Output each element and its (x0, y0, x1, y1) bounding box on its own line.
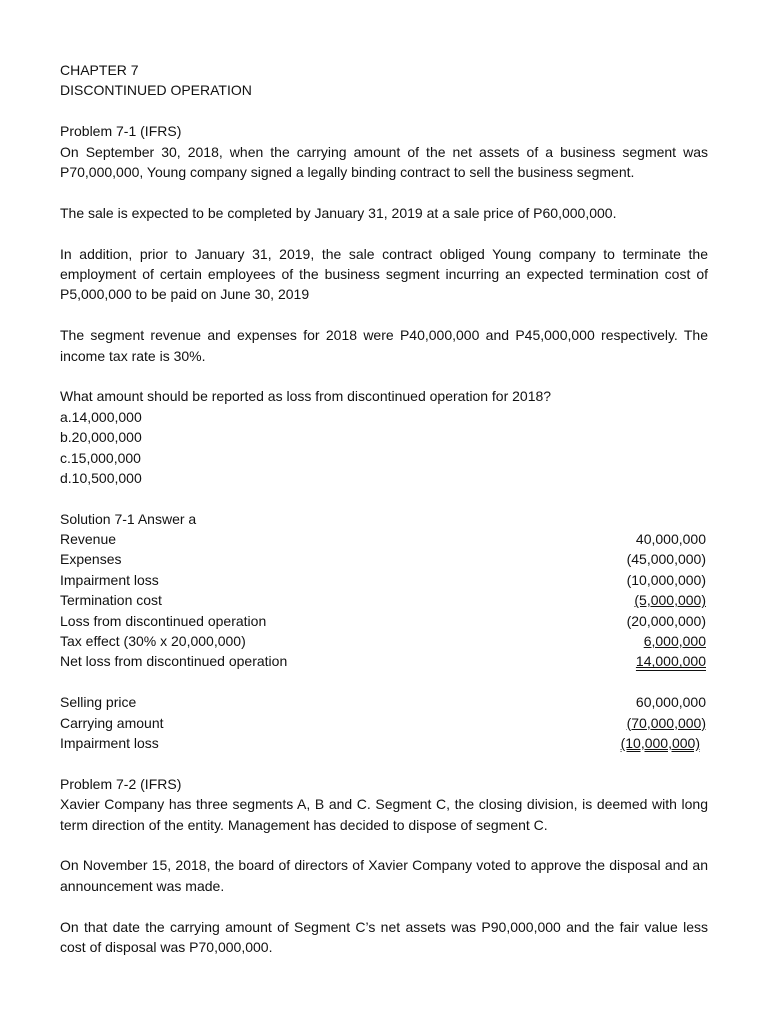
row-label: Carrying amount (60, 714, 164, 731)
problem-1-paragraph-1: On September 30, 2018, when the carrying amount of the net assets of a business segment was P70,000,000, Young company signed a legally binding contract to sell the business segment. (60, 143, 708, 180)
row-amount: (70,000,000) (626, 714, 706, 731)
row-label: Expenses (60, 551, 122, 568)
impairment-row (60, 733, 708, 753)
choice-d: d.10,500,000 (60, 469, 142, 486)
problem-1-paragraph-4: The segment revenue and expenses for 2018 were P40,000,000 and P45,000,000 respectively. The income tax rate is 30%. (60, 327, 708, 364)
row-label: Loss from discontinued operation (60, 612, 267, 629)
problem-2-paragraph-1: Xavier Company has three segments A, B and C. Segment C, the closing division, is deemed with long term direction of the entity. Management has decided to dispose of segment C. (60, 796, 708, 833)
row-amount: (5,000,000) (634, 592, 706, 609)
solution-row (60, 529, 708, 549)
row-label: Revenue (60, 531, 117, 548)
row-label: Impairment loss (60, 735, 159, 751)
solution-row (60, 651, 708, 671)
row-amount: 14,000,000 (635, 653, 706, 670)
row-label: Termination cost (60, 592, 162, 609)
row-amount: 6,000,000 (643, 633, 706, 650)
problem-2-heading: Problem 7-2 (IFRS) (60, 775, 182, 792)
row-amount: 40,000,000 (635, 531, 706, 548)
row-amount: (20,000,000) (626, 612, 706, 629)
problem-1-paragraph-2: The sale is expected to be completed by January 31, 2019 at a sale price of P60,000,000. (60, 204, 617, 221)
row-label: Impairment loss (60, 571, 159, 588)
solution-row (60, 631, 708, 651)
choice-b: b.20,000,000 (60, 429, 142, 446)
impairment-row (60, 692, 708, 712)
solution-row (60, 590, 708, 610)
problem-2-paragraph-3: On that date the carrying amount of Segment C’s net assets was P90,000,000 and the fair value less cost of disposal was P70,000,000. (60, 918, 708, 955)
row-amount: (45,000,000) (626, 551, 706, 568)
problem-2-paragraph-2: On November 15, 2018, the board of directors of Xavier Company voted to approve the disposal and an announcement was made. (60, 857, 708, 894)
row-label: Tax effect (30% x 20,000,000) (60, 633, 246, 650)
chapter-number: CHAPTER 7 (60, 62, 139, 78)
solution-1-heading: Solution 7-1 Answer a (60, 510, 197, 527)
problem-1-heading: Problem 7-1 (IFRS) (60, 123, 182, 140)
impairment-row (60, 713, 708, 733)
row-label: Net loss from discontinued operation (60, 653, 288, 670)
solution-row (60, 611, 708, 631)
choice-c: c.15,000,000 (60, 449, 141, 466)
choice-a: a.14,000,000 (60, 408, 142, 425)
row-label: Selling price (60, 694, 137, 711)
problem-1-question: What amount should be reported as loss from discontinued operation for 2018? (60, 388, 552, 405)
problem-1-paragraph-3: In addition, prior to January 31, 2019, the sale contract obliged Young company to terminate the employment of certain employees of the business segment incurring an expected termination cost of P5,000,000 to be paid on June 30, 2019 (60, 245, 708, 303)
solution-row (60, 549, 708, 569)
chapter-title: DISCONTINUED OPERATION (60, 82, 252, 99)
row-amount: (10,000,000) (620, 735, 700, 751)
row-amount: 60,000,000 (635, 694, 706, 711)
row-amount: (10,000,000) (626, 571, 706, 588)
document-content (60, 60, 708, 957)
solution-row (60, 570, 708, 590)
